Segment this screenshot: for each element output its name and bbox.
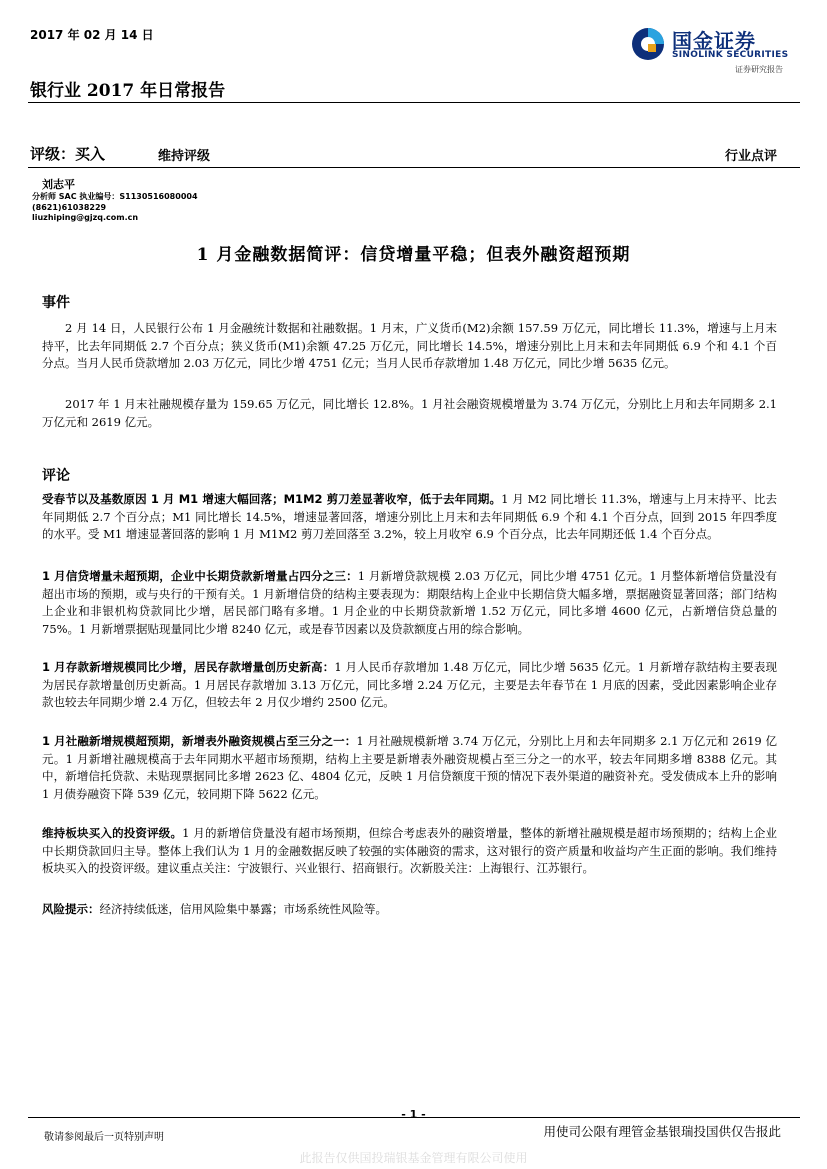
report-title: 1 月金融数据简评：信贷增量平稳；但表外融资超预期 (196, 245, 631, 265)
logo-english-name: SINOLINK SECURITIES (672, 50, 789, 60)
paragraph-body: 1 月社融规模新增 3.74 万亿元，分别比上月和去年同期多 2.1 万亿元和 2619 亿元。1 月新增社融规模高于去年同期水平超市场预期，结构上主要是新增表外融资规模占至三分之一的水平，较去年同期多增 8388 亿元。其中，新增信托贷款、未贴现票据同比多增 2623 亿、4804 亿元，反映 1 月信贷额度干预的情况下表外渠道的融资补充。受发债成本上升的影响 1 月债券融资下降 539 亿元，较同期下降 5622 亿元。 (42, 734, 777, 801)
paragraph-comment-rating (42, 825, 777, 878)
paragraph-body: 1 月新增贷款规模 2.03 万亿元，同比少增 4751 亿元。1 月整体新增信贷量没有超出市场的预期，或与央行的干预有关。1 月新增信贷的结构主要表现为：期限结构上企业中长期信贷大幅多增，票据融资显著回落；部门结构上企业和非银机构贷款同比少增，居民部门略有多增。1 月企业的中长期贷款新增 1.52 万亿元，同比多增 4600 亿元，占新增信贷总量的 75%。1 月新增票据贴现量同比少增 8240 亿元，或是春节因素以及贷款额度占用的综合影响。 (42, 569, 777, 636)
logo-name: 国金证券 (672, 29, 756, 53)
page-number: - 1 - (401, 1108, 426, 1121)
paragraph-lead: 1 月社融新增规模超预期，新增表外融资规模占至三分之一： (42, 734, 357, 748)
paragraph-event-1: 2 月 14 日，人民银行公布 1 月金融统计数据和社融数据。1 月末，广义货币(M2)余额 157.59 万亿元，同比增长 11.3%，增速与上月末持平，比去年同期低 2.7 个百分点；狭义货币(M1)余额 47.25 万亿元，同比增长 14.5%，增速分别比上月末和去年同期低 6.9 个和 4.1 个百分点。当月人民币贷款增加 2.03 万亿元，同比少增 4751 亿元；当月人民币存款增加 1.48 万亿元，同比少增 5635 亿元。 (42, 321, 777, 371)
paragraph-body: 1 月人民币存款增加 1.48 万亿元，同比少增 5635 亿元。1 月新增存款结构主要表现为居民存款增量创历史新高。1 月居民存款增加 3.13 万亿元，同比多增 2.24 万亿元，主要是去年春节在 1 月底的因素，受此因素影响企业存款也较去年同期少增 2.4 万亿，但较去年 2 月仅少增约 2500 亿元。 (42, 660, 777, 710)
section-heading-comment: 评论 (42, 468, 70, 484)
analyst-email: liuzhiping@gjzq.com.cn (32, 213, 139, 222)
paragraph-lead: 受春节以及基数原因 1 月 M1 增速大幅回落；M1M2 剪刀差显著收窄，低于去年同期。 (42, 492, 502, 506)
paragraph-lead: 1 月信贷增量未超预期，企业中长期贷款新增量占四分之三： (42, 569, 358, 583)
footer-divider (28, 1117, 800, 1118)
report-date: 2017 年 02 月 14 日 (30, 28, 154, 42)
rating-label: 评级：买入 (30, 145, 106, 163)
logo-subtitle: 证券研究报告 (735, 65, 783, 74)
sinolink-logo-icon (630, 26, 666, 62)
rating-maintain: 维持评级 (158, 149, 211, 164)
analyst-info (32, 192, 198, 224)
paragraph-body: 1 月 M2 同比增长 11.3%，增速与上月末持平、比去年同期低 2.7 个百分点；M1 同比增长 14.5%，增速显著回落，增速分别比上月末和去年同期低 6.9 个和 4.1 个百分点，回到 2015 年四季度的水平。受 M1 增速显著回落的影响 1 月 M1M2 剪刀差回落至 3.2%，较上月收窄 6.9 个百分点，比去年同期还低 1.4 个百分点。 (42, 492, 777, 542)
footer-mirrored-note: 用使司公限有理管金基银瑞投国供仅告报此 (543, 1124, 781, 1139)
footer-watermark: 此报告仅供国投瑞银基金管理有限公司使用 (299, 1151, 528, 1165)
analyst-sac: 分析师 SAC 执业编号：S1130516080004 (32, 192, 198, 201)
report-type: 行业点评 (724, 149, 777, 164)
paragraph-comment-deposit (42, 659, 777, 712)
header-divider (28, 102, 800, 103)
paragraph-risk (42, 901, 777, 919)
company-logo (628, 22, 793, 78)
paragraph-lead: 风险提示： (42, 902, 100, 916)
report-series-title: 银行业 2017 年日常报告 (30, 81, 226, 101)
rating-divider (28, 167, 800, 168)
analyst-phone: (8621)61038229 (32, 202, 107, 212)
paragraph-body: 1 月的新增信贷量没有超市场预期，但综合考虑表外的融资增量，整体的新增社融规模是超市场预期的；结构上企业中长期贷款回归主导。整体上我们认为 1 月的金融数据反映了较强的实体融资的需求，这对银行的资产质量和收益均产生正面的影响。我们维持板块买入的投资评级。建议重点关注：宁波银行、兴业银行、招商银行。次新股关注：上海银行、江苏银行。 (42, 826, 778, 876)
paragraph-event-2: 2017 年 1 月末社融规模存量为 159.65 万亿元，同比增长 12.8%。1 月社会融资规模增量为 3.74 万亿元，分别比上月和去年同期多 2.1 万亿元和 2619 亿元。 (42, 397, 777, 429)
paragraph-lead: 1 月存款新增规模同比少增，居民存款增量创历史新高： (42, 660, 335, 674)
paragraph-comment-credit (42, 568, 777, 638)
footer-disclaimer: 敬请参阅最后一页特别声明 (44, 1132, 164, 1143)
section-heading-event: 事件 (42, 295, 70, 311)
analyst-name: 刘志平 (42, 178, 75, 191)
paragraph-lead: 维持板块买入的投资评级。 (42, 826, 183, 840)
paragraph-body: 经济持续低迷，信用风险集中暴露；市场系统性风险等。 (99, 902, 387, 916)
paragraph-comment-tsf (42, 733, 777, 803)
paragraph-comment-m1m2 (42, 491, 777, 544)
